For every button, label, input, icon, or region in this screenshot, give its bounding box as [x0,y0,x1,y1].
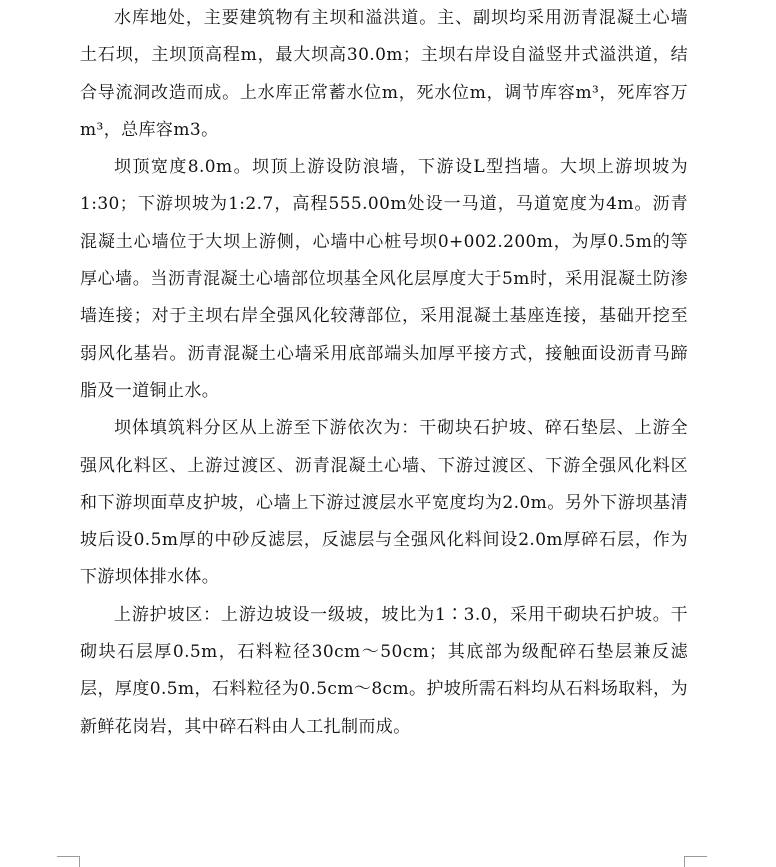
page-margin-corner-mark-left [57,856,80,867]
paragraph-upstream-slope-protection: 上游护坡区：上游边坡设一级坡，坡比为1∶3.0，采用干砌块石护坡。干砌块石层厚0.5m，石料粒径30cm～50cm；其底部为级配碎石垫层兼反滤层，厚度0.5m，石料粒径为0.5cm～8cm。护坡所需石料均从石料场取料，为新鲜花岗岩，其中碎石料由人工扎制而成。 [80,604,688,737]
page-margin-corner-mark-right [684,856,707,867]
paragraph-reservoir-overview: 水库地处，主要建筑物有主坝和溢洪道。主、副坝均采用沥青混凝土心墙土石坝，主坝顶高程m，最大坝高30.0m；主坝右岸设自溢竖井式溢洪道，结合导流洞改造而成。上水库正常蓄水位m，死水位m，调节库容m³，死库容万m³，总库容m3。 [80,8,688,140]
paragraph-dam-crest: 坝顶宽度8.0m。坝顶上游设防浪墙，下游设L型挡墙。大坝上游坝坡为1:30；下游坝坡为1:2.7，高程555.00m处设一马道，马道宽度为4m。沥青混凝土心墙位于大坝上游侧，心墙中心桩号坝0+002.200m，为厚0.5m的等厚心墙。当沥青混凝土心墙部位坝基全风化层厚度大于5m时，采用混凝土防渗墙连接；对于主坝右岸全强风化较薄部位，采用混凝土基座连接，基础开挖至弱风化基岩。沥青混凝土心墙采用底部端头加厚平接方式，接触面设沥青马蹄脂及一道铜止水。 [80,157,688,401]
document-body [80,0,688,746]
paragraph-fill-zoning: 坝体填筑料分区从上游至下游依次为：干砌块石护坡、碎石垫层、上游全强风化料区、上游过渡区、沥青混凝土心墙、下游过渡区、下游全强风化料区和下游坝面草皮护坡，心墙上下游过渡层水平宽度均为2.0m。另外下游坝基清坡后设0.5m厚的中砂反滤层，反滤层与全强风化料间设2.0m厚碎石层，作为下游坝体排水体。 [80,418,688,588]
